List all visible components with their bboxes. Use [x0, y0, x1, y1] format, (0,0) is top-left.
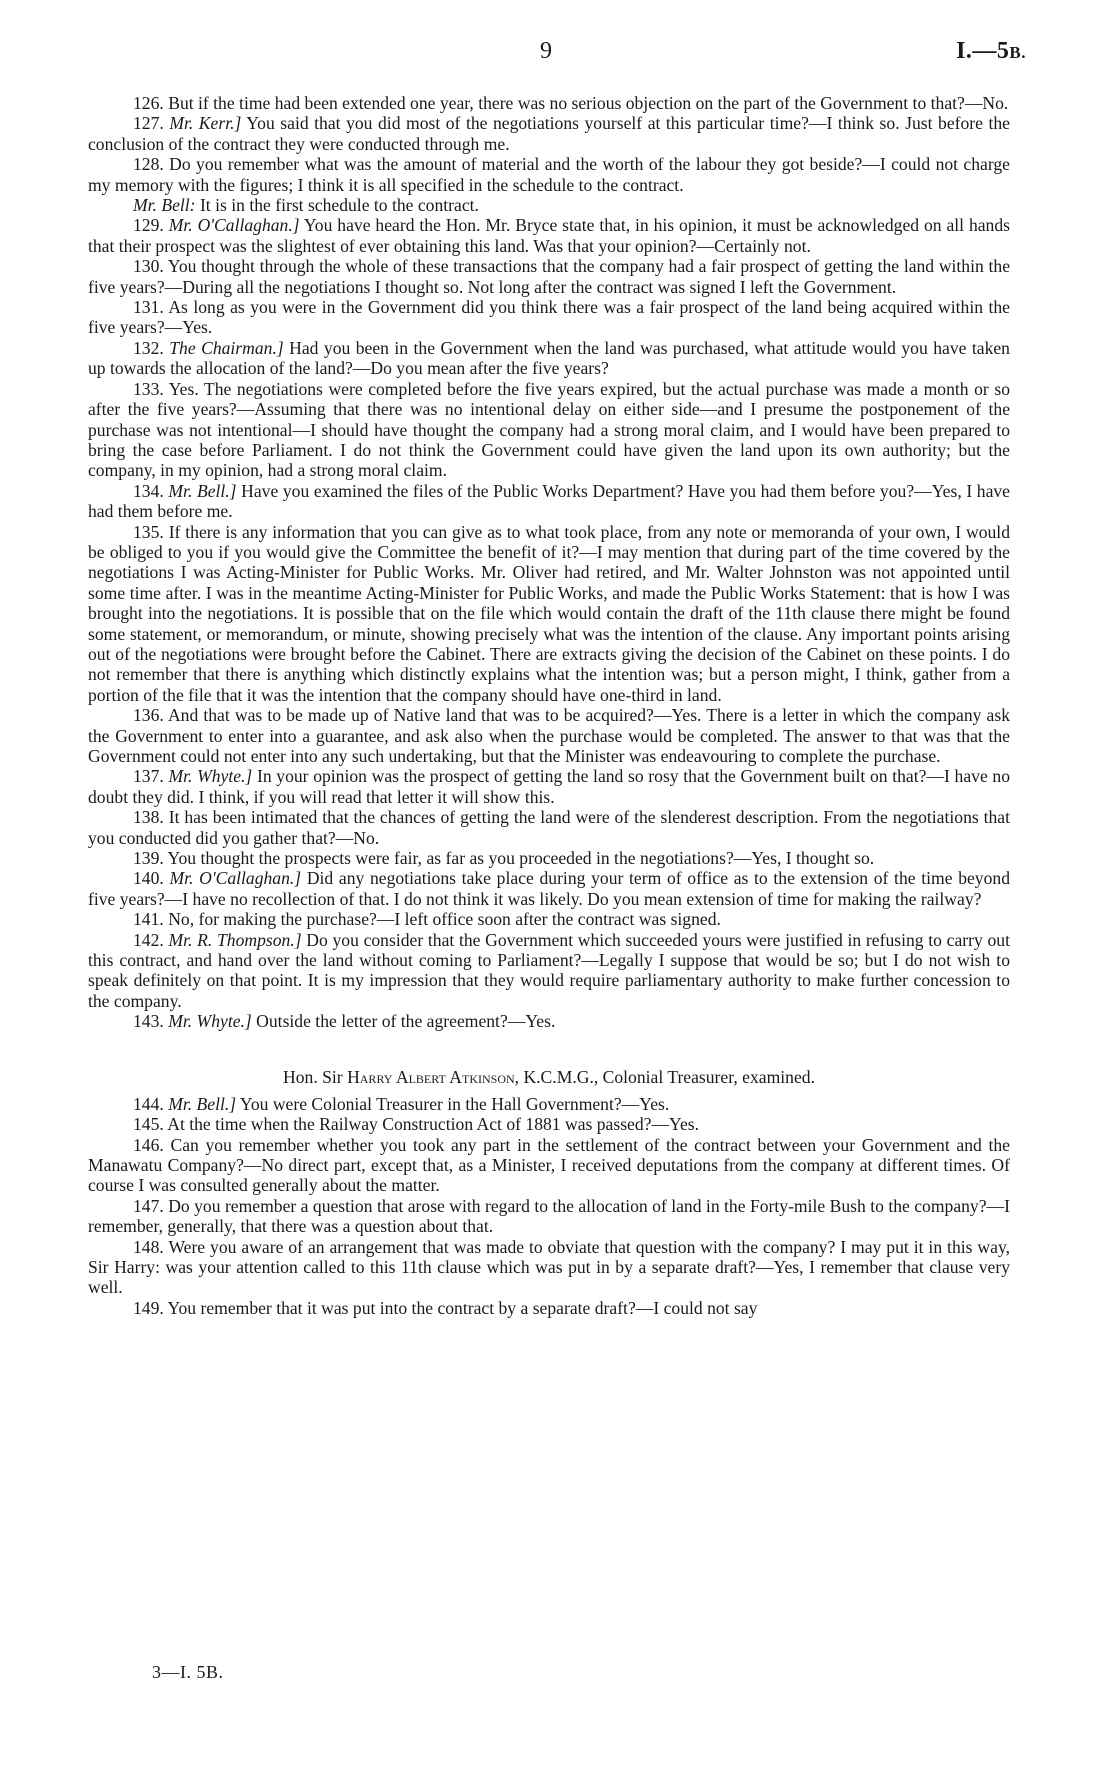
- paragraph: [88, 1011, 1010, 1031]
- paragraph: [88, 93, 1010, 113]
- paragraph-text: Do you consider that the Government which succeeded yours were justified in refusing to carry out this contract, and hand over the land without coming to Parliament?—Legally I suppose that would be so; but I do not wish to speak definitely on that point. It is my impression that they would require parliamentary authority to make further concession to the company.: [88, 929, 1010, 1011]
- question-number: 127.: [133, 113, 164, 134]
- paragraph: [88, 297, 1010, 338]
- question-number: 142.: [133, 929, 164, 950]
- question-number: 147.: [133, 1195, 164, 1216]
- paragraph: [88, 1094, 1010, 1114]
- question-number: 146.: [133, 1134, 164, 1155]
- question-number: 140.: [133, 868, 164, 889]
- paragraph-text: In your opinion was the prospect of getting the land so rosy that the Government built on that?—I have no doubt they did. I think, if you will read that letter it will show this.: [88, 766, 1011, 807]
- paragraph: [88, 705, 1010, 766]
- speaker: The Chairman.]: [169, 337, 284, 358]
- paragraph-text: Have you examined the files of the Public Works Department? Have you had them before you?—Yes, I have had them before me.: [88, 480, 1010, 522]
- witness-heading: [88, 1066, 1010, 1088]
- page-reference: [956, 38, 1026, 65]
- paragraph-group-testimony-2: [88, 1094, 1010, 1318]
- paragraph-text: You have heard the Hon. Mr. Bryce state that, in his opinion, it must be acknowledged on all hands that their prospect was the slightest of ever obtaining this land. Was that your opinion?—Certainly not.: [88, 215, 1011, 256]
- paragraph-text: But if the time had been extended one year, there was no serious objection on the part of the Government to that?—No.: [168, 93, 1009, 113]
- speaker: Mr. Bell.]: [168, 480, 237, 501]
- question-number: 133.: [133, 378, 164, 399]
- paragraph-text: You thought through the whole of these transactions that the company had a fair prospect of getting the land within the five years?—During all the negotiations I thought so. Not long after the contract was signed I left the Government.: [88, 256, 1011, 297]
- question-number: 143.: [133, 1011, 164, 1032]
- question-number: 128.: [133, 154, 164, 175]
- witness-name: Harry Albert Atkinson: [347, 1066, 515, 1087]
- paragraph-text: You thought the prospects were fair, as far as you proceeded in the negotiations?—Yes, I thought so.: [167, 848, 875, 869]
- question-number: 141.: [133, 909, 164, 930]
- paragraph-text: You said that you did most of the negotiations yourself at this particular time?—I think so. Just before the conclusion of the contract they were conducted through me.: [88, 113, 1010, 154]
- question-number: 139.: [133, 848, 164, 869]
- paragraph: [88, 195, 1010, 215]
- question-number: 129.: [133, 215, 164, 236]
- witness-suffix: , K.C.M.G., Colonial Treasurer, examined.: [514, 1066, 815, 1087]
- paragraph: [88, 113, 1010, 154]
- question-number: 136.: [133, 705, 164, 726]
- paragraph-text: You remember that it was put into the contract by a separate draft?—I could not say: [167, 1297, 758, 1318]
- paragraph: [88, 1196, 1010, 1237]
- question-number: 131.: [133, 297, 164, 318]
- question-number: 148.: [133, 1236, 164, 1257]
- question-number: 132.: [133, 337, 164, 358]
- paragraph: [88, 154, 1010, 195]
- question-number: 138.: [133, 807, 164, 828]
- paragraph: [88, 522, 1010, 706]
- speaker: Mr. Whyte.]: [168, 766, 253, 787]
- speaker: Mr. O'Callaghan.]: [169, 868, 302, 889]
- speaker: Mr. R. Thompson.]: [168, 929, 302, 950]
- paragraph-text: At the time when the Railway Construction Act of 1881 was passed?—Yes.: [167, 1114, 700, 1135]
- printer-signature: [152, 1662, 224, 1683]
- paragraph: [88, 256, 1010, 297]
- question-number: 145.: [133, 1114, 164, 1135]
- question-number: 134.: [133, 480, 164, 501]
- paragraph-text: As long as you were in the Government did you think there was a fair prospect of the land being acquired within the five years?—Yes.: [88, 297, 1010, 338]
- paragraph-text: Were you aware of an arrangement that was made to obviate that question with the company? I may put it in this way, Sir Harry: was your attention called to this 11th clause which was put in by a separate draft?—Yes, I remember that clause very well.: [88, 1236, 1010, 1298]
- question-number: 126.: [133, 93, 164, 113]
- body-text: [88, 93, 1010, 1318]
- paragraph-text: It is in the first schedule to the contract.: [199, 195, 479, 216]
- paragraph: [88, 1237, 1010, 1298]
- question-number: 135.: [133, 521, 164, 542]
- paragraph-text: Do you remember what was the amount of material and the worth of the labour they got beside?—I could not charge my memory with the figures; I think it is all specified in the schedule to the contract.: [88, 154, 1010, 195]
- paragraph: [88, 338, 1010, 379]
- paragraph-text: No, for making the purchase?—I left office soon after the contract was signed.: [168, 909, 721, 930]
- paragraph-text: Yes. The negotiations were completed before the five years expired, but the actual purchase was made a month or so after the five years?—Assuming that there was no intentional delay on either side—and I presume the postponement of the purchase was not intentional—I should have thought the company had a strong moral claim, and I would have been prepared to bring the case before Parliament. I do not think the Government could have given the land upon its own authority; but the company, in my opinion, had a strong moral claim.: [88, 378, 1010, 481]
- paragraph-text: Had you been in the Government when the land was purchased, what attitude would you have taken up towards the allocation of the land?—Do you mean after the five years?: [88, 337, 1010, 379]
- speaker: Mr. Bell.]: [168, 1093, 237, 1114]
- question-number: 137.: [133, 766, 164, 787]
- page-reference-suffix: B.: [1009, 43, 1026, 62]
- paragraph: [88, 868, 1010, 909]
- paragraph: [88, 807, 1010, 848]
- speaker: Mr. O'Callaghan.]: [168, 215, 300, 236]
- signature-main: 3—I. 5: [152, 1662, 206, 1682]
- page-reference-main: I.—5: [956, 38, 1010, 64]
- paragraph: [88, 848, 1010, 868]
- speaker: Mr. Bell:: [133, 195, 196, 216]
- paragraph-text: And that was to be made up of Native land that was to be acquired?—Yes. There is a letter in which the company ask the Government to enter into a guarantee, and ask also when the purchase would be completed. The answer to that was that the Government could not enter into any such undertaking, but that the Minister was endeavouring to complete the purchase.: [88, 705, 1010, 766]
- paragraph-text: If there is any information that you can give as to what took place, from any note or memoranda of your own, I would be obliged to you if you would give the Committee the benefit of it?—I may mention that during part of the time covered by the negotiations I was Acting-Minister for Public Works. Mr. Oliver had retired, and Mr. Walter Johnston was not appointed until some time after. I was in the meantime Acting-Minister for Public Works, and made the Public Works Statement: that is how I was brought into the negotiations. It is possible that on the file which would contain the draft of the 11th clause there might be found some statement, or memorandum, or minute, showing precisely what was the intention of the clause. Any important points arising out of the negotiations were brought before the Cabinet. There are extracts giving the decision of the Cabinet on these points. I do not remember that there is anything which distinctly explains what the intention was; but a person might, I think, gather from a portion of the file that it was the intention that the company should have one-third in land.: [88, 521, 1010, 705]
- paragraph-text: Can you remember whether you took any part in the settlement of the contract between your Government and the Manawatu Company?—No direct part, except that, as a Minister, I received deputations from the company at different times. Of course I was consulted generally about the matter.: [88, 1134, 1010, 1196]
- paragraph: [88, 215, 1010, 256]
- paragraph: [88, 930, 1010, 1012]
- paragraph: [88, 481, 1010, 522]
- signature-suffix: B.: [206, 1662, 224, 1682]
- paragraph: [88, 379, 1010, 481]
- paragraph: [88, 1298, 1010, 1318]
- paragraph-text: You were Colonial Treasurer in the Hall Government?—Yes.: [239, 1093, 670, 1114]
- question-number: 149.: [133, 1297, 164, 1318]
- paragraph: [88, 766, 1010, 807]
- paragraph-text: Do you remember a question that arose with regard to the allocation of land in the Forty-mile Bush to the company?—I remember, generally, that there was a question about that.: [88, 1195, 1010, 1237]
- paragraph-text: It has been intimated that the chances of getting the land were of the slenderest description. From the negotiations that you conducted did you gather that?—No.: [88, 807, 1011, 848]
- paragraph: [88, 909, 1010, 929]
- speaker: Mr. Kerr.]: [169, 113, 242, 134]
- paragraph-text: Did any negotiations take place during your term of office as to the extension of the time beyond five years?—I have no recollection of that. I do not think it was likely. Do you mean extension of time for making the railway?: [88, 868, 1010, 909]
- paragraph-group-testimony: [88, 93, 1010, 1032]
- paragraph: [88, 1114, 1010, 1134]
- question-number: 144.: [133, 1093, 164, 1114]
- speaker: Mr. Whyte.]: [168, 1011, 252, 1032]
- paragraph: [88, 1135, 1010, 1196]
- question-number: 130.: [133, 256, 164, 277]
- witness-prefix: Hon. Sir: [283, 1066, 343, 1087]
- page-number: 9: [540, 38, 553, 64]
- paragraph-text: Outside the letter of the agreement?—Yes.: [256, 1011, 556, 1032]
